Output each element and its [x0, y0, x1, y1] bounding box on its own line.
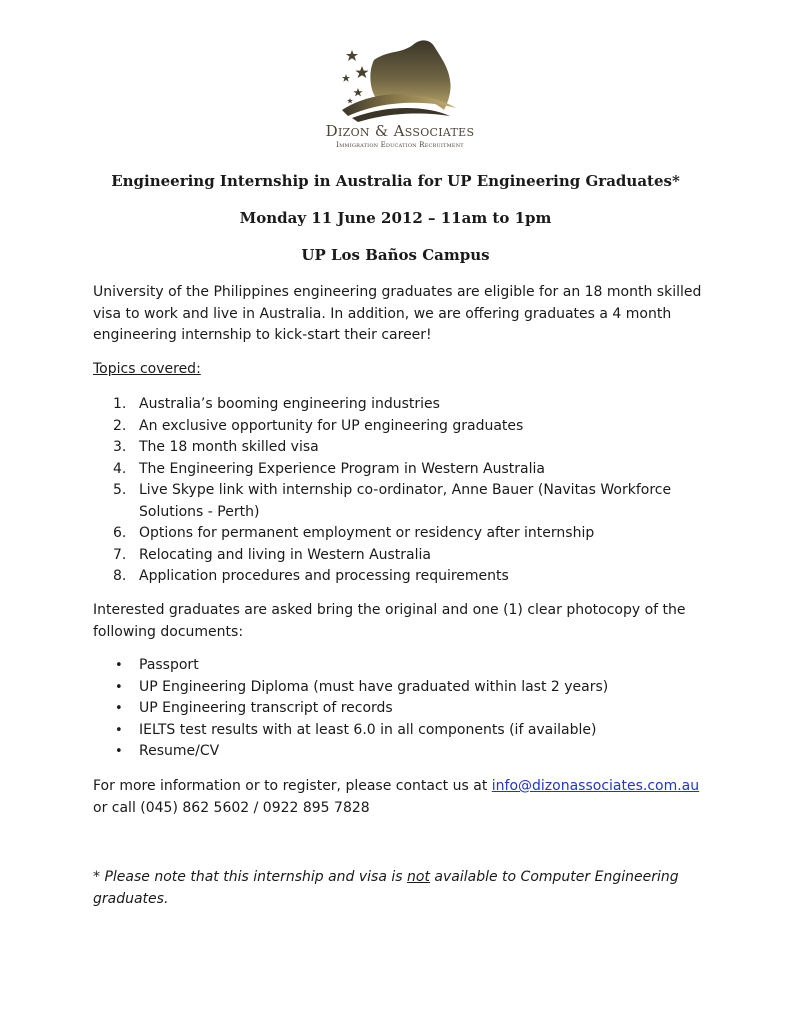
list-item	[93, 698, 703, 720]
list-item	[93, 677, 703, 699]
contact-text: For more information or to register, please contact us at	[93, 778, 492, 794]
logo-company-name: Dizon & Associates	[325, 122, 475, 140]
list-item-text: The 18 month skilled visa	[139, 439, 319, 455]
event-venue: UP Los Baños Campus	[301, 246, 490, 264]
list-number: 4.	[113, 460, 127, 477]
topics-heading: Topics covered:	[93, 361, 201, 377]
event-date: Monday 11 June 2012 – 11am to 1pm	[239, 209, 552, 227]
australia-map-stars-logo-icon	[318, 36, 482, 122]
list-item-text: Relocating and living in Western Australia	[139, 546, 431, 563]
list-number: 5.	[113, 482, 127, 498]
list-number: 1.	[113, 396, 127, 412]
list-item	[93, 416, 703, 438]
footnote	[93, 867, 703, 910]
list-item-text: Options for permanent employment or residency after internship	[139, 525, 595, 541]
list-item	[93, 459, 703, 481]
footnote-emphasis: not	[407, 869, 430, 885]
list-item-text: IELTS test results with at least 6.0 in all components (if available)	[139, 721, 597, 738]
list-item-text: Australia’s booming engineering industries	[139, 396, 440, 412]
list-item	[93, 437, 703, 459]
list-item	[93, 720, 703, 742]
bullet-icon: •	[115, 658, 123, 673]
list-number: 7.	[113, 546, 127, 563]
intro-paragraph: University of the Philippines engineering graduates are eligible for an 18 month skilled visa to work and live in Australia. In addition, we are offering graduates a 4 month engineering internship to kick-start their career!	[93, 284, 702, 343]
bullet-icon: •	[115, 679, 123, 695]
list-number: 2.	[113, 417, 127, 434]
bullet-icon: •	[115, 722, 123, 738]
list-item-text: The Engineering Experience Program in Western Australia	[139, 460, 545, 477]
list-item	[93, 566, 703, 588]
list-item-text: Passport	[139, 657, 199, 673]
list-item	[93, 523, 703, 545]
list-item-text: UP Engineering Diploma (must have graduated within last 2 years)	[139, 678, 609, 695]
list-item-text: Application procedures and processing requirements	[139, 568, 509, 584]
list-number: 6.	[113, 525, 127, 541]
footnote-star: *	[93, 869, 105, 885]
list-item	[93, 394, 703, 416]
list-item-text: Live Skype link with internship co-ordinator, Anne Bauer (Navitas Workforce Solutions - Perth)	[139, 482, 672, 520]
documents-list	[93, 655, 703, 763]
bullet-icon: •	[115, 744, 123, 759]
topics-list	[93, 394, 703, 588]
list-number: 8.	[113, 568, 127, 584]
contact-paragraph	[93, 776, 703, 819]
documents-intro: Interested graduates are asked bring the original and one (1) clear photocopy of the following documents:	[93, 602, 686, 640]
company-logo	[318, 36, 482, 154]
list-item	[93, 480, 703, 523]
logo-tagline: Immigration Education Recruitment	[336, 141, 464, 149]
email-link[interactable]: info@dizonassociates.com.au	[491, 778, 700, 794]
list-item	[93, 545, 703, 567]
footnote-text: Please note that this internship and visa is	[104, 869, 408, 885]
footnote-text-end: available to Computer Engineering graduates.	[93, 869, 679, 907]
page-title: Engineering Internship in Australia for UP Engineering Graduates*	[111, 172, 680, 190]
list-item-text: An exclusive opportunity for UP engineering graduates	[139, 417, 524, 434]
contact-phone-text: or call (045) 862 5602 / 0922 895 7828	[93, 799, 370, 816]
bullet-icon: •	[115, 701, 123, 716]
list-item	[93, 741, 703, 763]
list-item-text: UP Engineering transcript of records	[139, 700, 393, 716]
list-item-text: Resume/CV	[139, 743, 220, 759]
list-number: 3.	[113, 439, 127, 455]
list-item	[93, 655, 703, 677]
